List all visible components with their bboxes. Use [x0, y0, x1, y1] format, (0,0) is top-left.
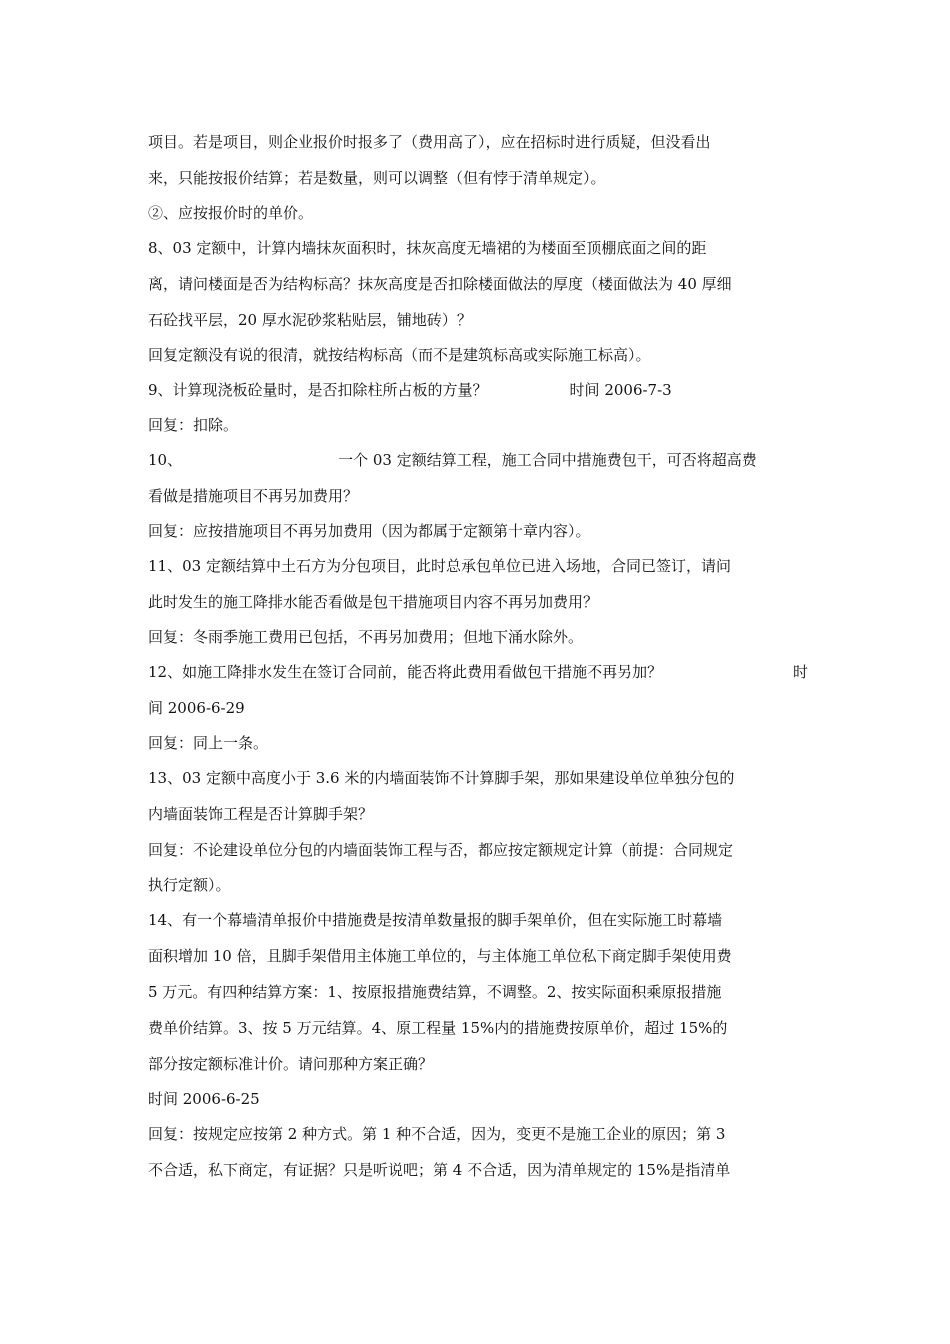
question-14: 14、有一个幕墙清单报价中措施费是按清单数量报的脚手架单价，但在实际施工时幕墙 [148, 911, 723, 929]
question-14-time: 时间 2006-6-25 [148, 1090, 260, 1108]
reply-11: 回复：冬雨季施工费用已包括，不再另加费用；但地下涌水除外。 [148, 628, 584, 646]
text-line: 来，只能按报价结算；若是数量，则可以调整（但有悖于清单规定）。 [148, 169, 606, 187]
reply-9: 回复：扣除。 [148, 416, 239, 434]
question-9 [148, 372, 808, 408]
text-line: 石砼找平层，20 厚水泥砂浆粘贴层，铺地砖）？ [148, 311, 472, 329]
reply-10: 回复：应按措施项目不再另加费用（因为都属于定额第十章内容）。 [148, 522, 591, 540]
question-12-time: 间 2006-6-29 [148, 699, 245, 717]
question-10-number: 10、 [148, 451, 183, 469]
text-line: 项目。若是项目，则企业报价时报多了（费用高了），应在招标时进行质疑，但没看出 [148, 133, 711, 151]
reply-13: 回复：不论建设单位分包的内墙面装饰工程与否，都应按定额规定计算（前提：合同规定 [148, 841, 734, 859]
text-line: 离，请问楼面是否为结构标高？抹灰高度是否扣除楼面做法的厚度（楼面做法为 40 厚细 [148, 275, 732, 293]
text-line: 执行定额）。 [148, 876, 231, 894]
question-12-time-label: 时 [792, 663, 808, 681]
text-line: 部分按定额标准计价。请问那种方案正确？ [148, 1055, 434, 1073]
text-line: 内墙面装饰工程是否计算脚手架？ [148, 805, 374, 823]
question-9-time: 时间 2006-7-3 [569, 381, 672, 399]
reply-12: 回复：同上一条。 [148, 734, 269, 752]
text-line: ②、应按报价时的单价。 [148, 204, 314, 222]
text-line: 看做是措施项目不再另加费用？ [148, 487, 359, 505]
question-12 [148, 654, 808, 690]
text-line: 费单价结算。3、按 5 万元结算。4、原工程量 15%内的措施费按原单价，超过 15%的 [148, 1019, 728, 1037]
question-13: 13、03 定额中高度小于 3.6 米的内墙面装饰不计算脚手架，那如果建设单位单独分包的 [148, 769, 735, 787]
text-line: 5 万元。有四种结算方案：1、按原报措施费结算，不调整。2、按实际面积乘原报措施 [148, 983, 722, 1001]
question-12-text: 12、如施工降排水发生在签订合同前，能否将此费用看做包干措施不再另加？ [148, 663, 663, 681]
question-8: 8、03 定额中，计算内墙抹灰面积时，抹灰高度无墙裙的为楼面至顶棚底面之间的距 [148, 239, 707, 257]
question-10-text: 一个 03 定额结算工程，施工合同中措施费包干，可否将超高费 [338, 451, 757, 469]
document-body [148, 124, 808, 1188]
question-10 [148, 442, 808, 478]
text-line: 此时发生的施工降排水能否看做是包干措施项目内容不再另加费用？ [148, 593, 599, 611]
reply-14: 回复：按规定应按第 2 种方式。第 1 种不合适，因为，变更不是施工企业的原因；第 3 [148, 1125, 726, 1143]
reply-8: 回复定额没有说的很清，就按结构标高（而不是建筑标高或实际施工标高）。 [148, 346, 651, 364]
text-line: 面积增加 10 倍，且脚手架借用主体施工单位的，与主体施工单位私下商定脚手架使用费 [148, 947, 732, 965]
question-11: 11、03 定额结算中土石方为分包项目，此时总承包单位已进入场地，合同已签订，请问 [148, 557, 731, 575]
question-9-text: 9、计算现浇板砼量时，是否扣除柱所占板的方量？ [148, 381, 488, 399]
text-line: 不合适，私下商定，有证据？只是听说吧；第 4 不合适，因为清单规定的 15%是指清单 [148, 1161, 731, 1179]
